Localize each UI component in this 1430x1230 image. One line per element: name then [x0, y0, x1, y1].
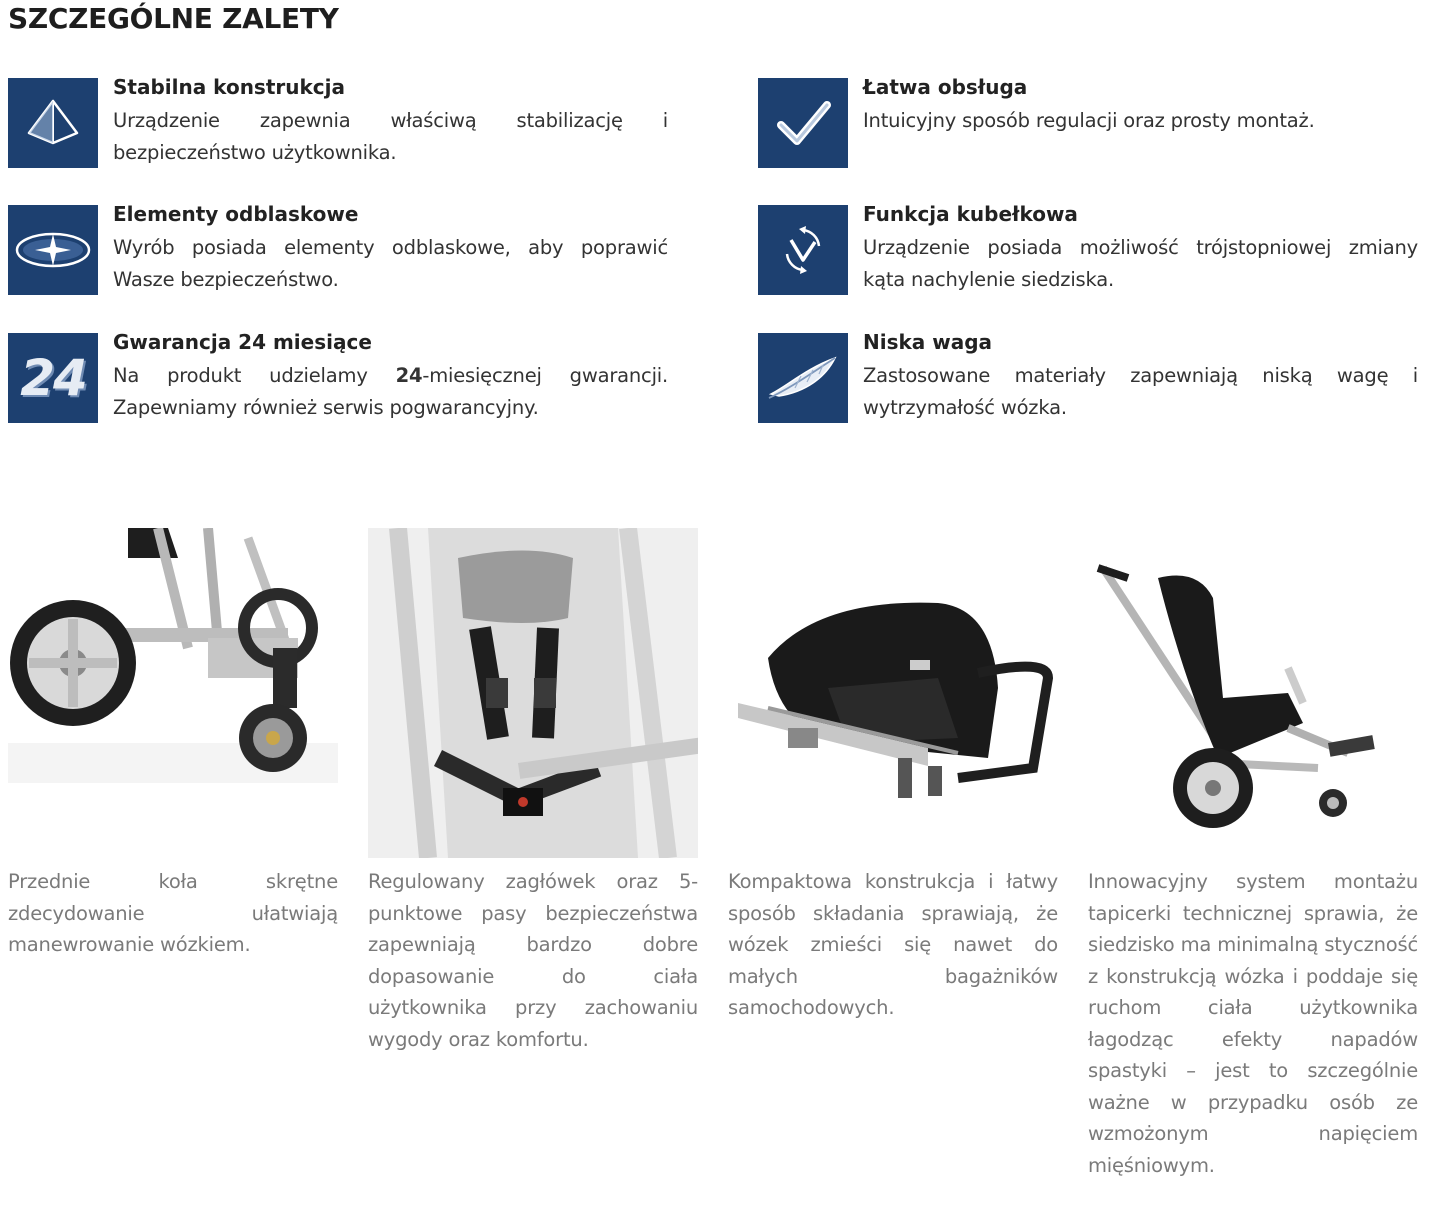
- feature-title: Gwarancja 24 miesiące: [113, 330, 372, 354]
- photo-caption: Kompaktowa konstrukcja i łatwy sposób składania sprawiają, że wózek zmieści się nawet do małych bagażników samochodowych.: [728, 870, 1058, 1019]
- pyramid-icon: [8, 78, 98, 168]
- feature-description: Zastosowane materiały zapewniają niską wagę i wytrzymałość wózka.: [863, 364, 1418, 419]
- feature-description: Urządzenie zapewnia właściwą stabilizację i bezpieczeństwo użytkownika.: [113, 109, 668, 164]
- feature-tilt-function: [758, 202, 1418, 297]
- feature-title: Funkcja kubełkowa: [863, 202, 1078, 226]
- photo-stroller-side: [1088, 528, 1418, 858]
- photo-caption: Przednie koła skrętne zdecydowanie ułatwiają manewrowanie wózkiem.: [8, 870, 338, 956]
- photo-front-wheels: [8, 528, 338, 858]
- photo-caption: Innowacyjny system montażu tapicerki technicznej sprawia, że siedzisko ma minimalną styczność z konstrukcją wózka i poddaje się ruchom ciała użytkownika łagodząc efekty napadów spastyki – jest to szczególnie ważne w przypadku osób ze wzmożonym napięciem mięśniowym.: [1088, 870, 1418, 1177]
- feature-easy-use: [758, 75, 1418, 170]
- feature-description: Intuicyjny sposób regulacji oraz prosty montaż.: [863, 109, 1315, 132]
- feature-warranty: [8, 330, 668, 425]
- number-24-icon: 24: [8, 333, 98, 423]
- checkmark-icon: [758, 78, 848, 168]
- photo-folded-stroller: [728, 528, 1058, 858]
- feature-reflective-elements: [8, 202, 668, 297]
- feature-description: Wyrób posiada elementy odblaskowe, aby poprawić Wasze bezpieczeństwo.: [113, 236, 668, 291]
- photo-caption: Regulowany zagłówek oraz 5-punktowe pasy bezpieczeństwa zapewniają bardzo dobre dopasowanie do ciała użytkownika przy zachowaniu wygody oraz komfortu.: [368, 870, 698, 1051]
- feature-title: Niska waga: [863, 330, 993, 354]
- photo-headrest-harness: [368, 528, 698, 858]
- feature-description: Na produkt udzielamy 24-miesięcznej gwarancji. Zapewniamy również serwis pogwarancyjny.: [113, 364, 668, 419]
- tilt-arrows-icon: [758, 205, 848, 295]
- feature-low-weight: [758, 330, 1418, 425]
- feature-title: Elementy odblaskowe: [113, 202, 359, 226]
- feature-stable-construction: [8, 75, 668, 170]
- feature-title: Łatwa obsługa: [863, 75, 1028, 99]
- feature-title: Stabilna konstrukcja: [113, 75, 346, 99]
- section-heading: SZCZEGÓLNE ZALETY: [8, 2, 339, 35]
- reflector-icon: [8, 205, 98, 295]
- feather-icon: [758, 333, 848, 423]
- feature-description: Urządzenie posiada możliwość trójstopniowej zmiany kąta nachylenie siedziska.: [863, 236, 1418, 291]
